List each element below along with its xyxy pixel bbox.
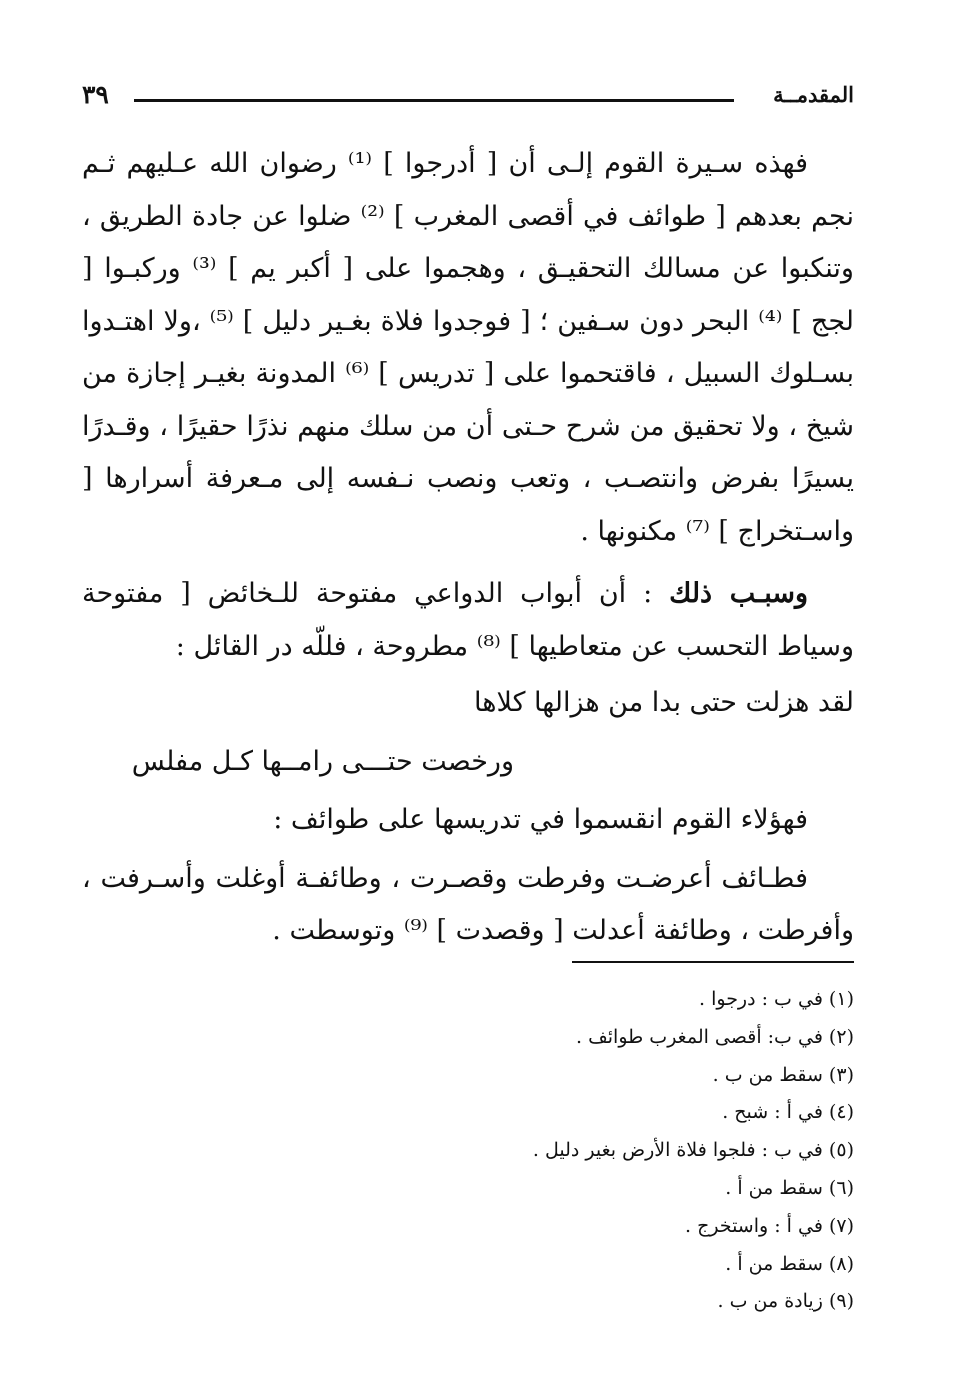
verse-line-2: ورخصت حتـــى رامــها كـل مفلس [131, 745, 514, 777]
footnote: (٢) في ب: أقصى المغرب طوائف . [576, 1025, 854, 1048]
footnote: (٥) في ب : فلجوا فلاة الأرض بغير دليل . [532, 1139, 854, 1162]
paragraph-2 [82, 568, 854, 673]
page-number: ٣٩ [82, 80, 109, 109]
verse-line-1: لقد هزلت حتى بدا من هزالها كلاها [474, 687, 854, 718]
paragraph-1: فهذه سـيرة القوم إلـى أن [ أدرجوا ] ⁽¹⁾ رضوان الله عـليهم ثـم نجم بعدهم [ طوائف في أقصى المغرب ] ⁽²⁾ ضلوا عن جادة الطريق ، وتنكبوا عن مسالك التحقيـق ، وهجموا على [ أكبر يم ] ⁽³⁾ وركبـوا [ لجج ] ⁽⁴⁾ البحر دون سـفين ؛ [ فوجدوا فلاة بغـير دليل ] ⁽⁵⁾ ،ولا اهتـدوا بسـلوك السبيل ، فاقتحموا على [ تدريس ] ⁽⁶⁾ المدونة بغيـر إجازة من شيخ ، ولا تحقيق من شرح حـتى أن من سلك منهم نذرًا حقيرًا ، وقـدرًا يسيرًا بفرض وانتصـب ، وتعب ونصب نـفسه إلى مـعرفة أسرارها [ واسـتخراج ] ⁽⁷⁾ مكنونها . [82, 148, 854, 547]
paragraph-4: فطـائف أعرضـت وفرطت وقصـرت ، وطائفـة أوغلت وأسـرفت ، وأفرطت ، وطائفة أعدلت [ وقصدت ] ⁽⁹⁾ وتوسطت . [82, 862, 854, 946]
paragraph-3: فهؤلاء القوم انقسموا في تدريسها على طوائف : [273, 804, 808, 835]
header-rule [134, 99, 734, 102]
paragraph-2-lead: وسبـب ذلك [669, 578, 808, 609]
footnote: (٨) سقط من أ . [725, 1252, 854, 1275]
footnote: (٤) في أ : شبح . [722, 1101, 854, 1124]
footnotes [154, 981, 854, 1321]
footnote: (٧) في أ : واستخرج . [684, 1214, 854, 1237]
footnote: (١) في ب : درجوا . [699, 988, 854, 1010]
running-title: المقدمــة [773, 82, 854, 107]
footnote: (٣) سقط من ب . [712, 1063, 854, 1086]
paragraph-2-text: : أن أبواب الدواعي مفتوحة للـخائض [ مفتوحة وسياط التحسب عن متعاطيها ] ⁽⁸⁾ مطروحة ، فللّه در القائل : [82, 578, 854, 662]
footnote: (٩) زيادة من ب . [717, 1290, 854, 1313]
footnote-separator [572, 961, 854, 963]
main-text [82, 138, 854, 958]
footnote: (٦) سقط من أ . [725, 1176, 854, 1199]
page-header [82, 80, 854, 116]
